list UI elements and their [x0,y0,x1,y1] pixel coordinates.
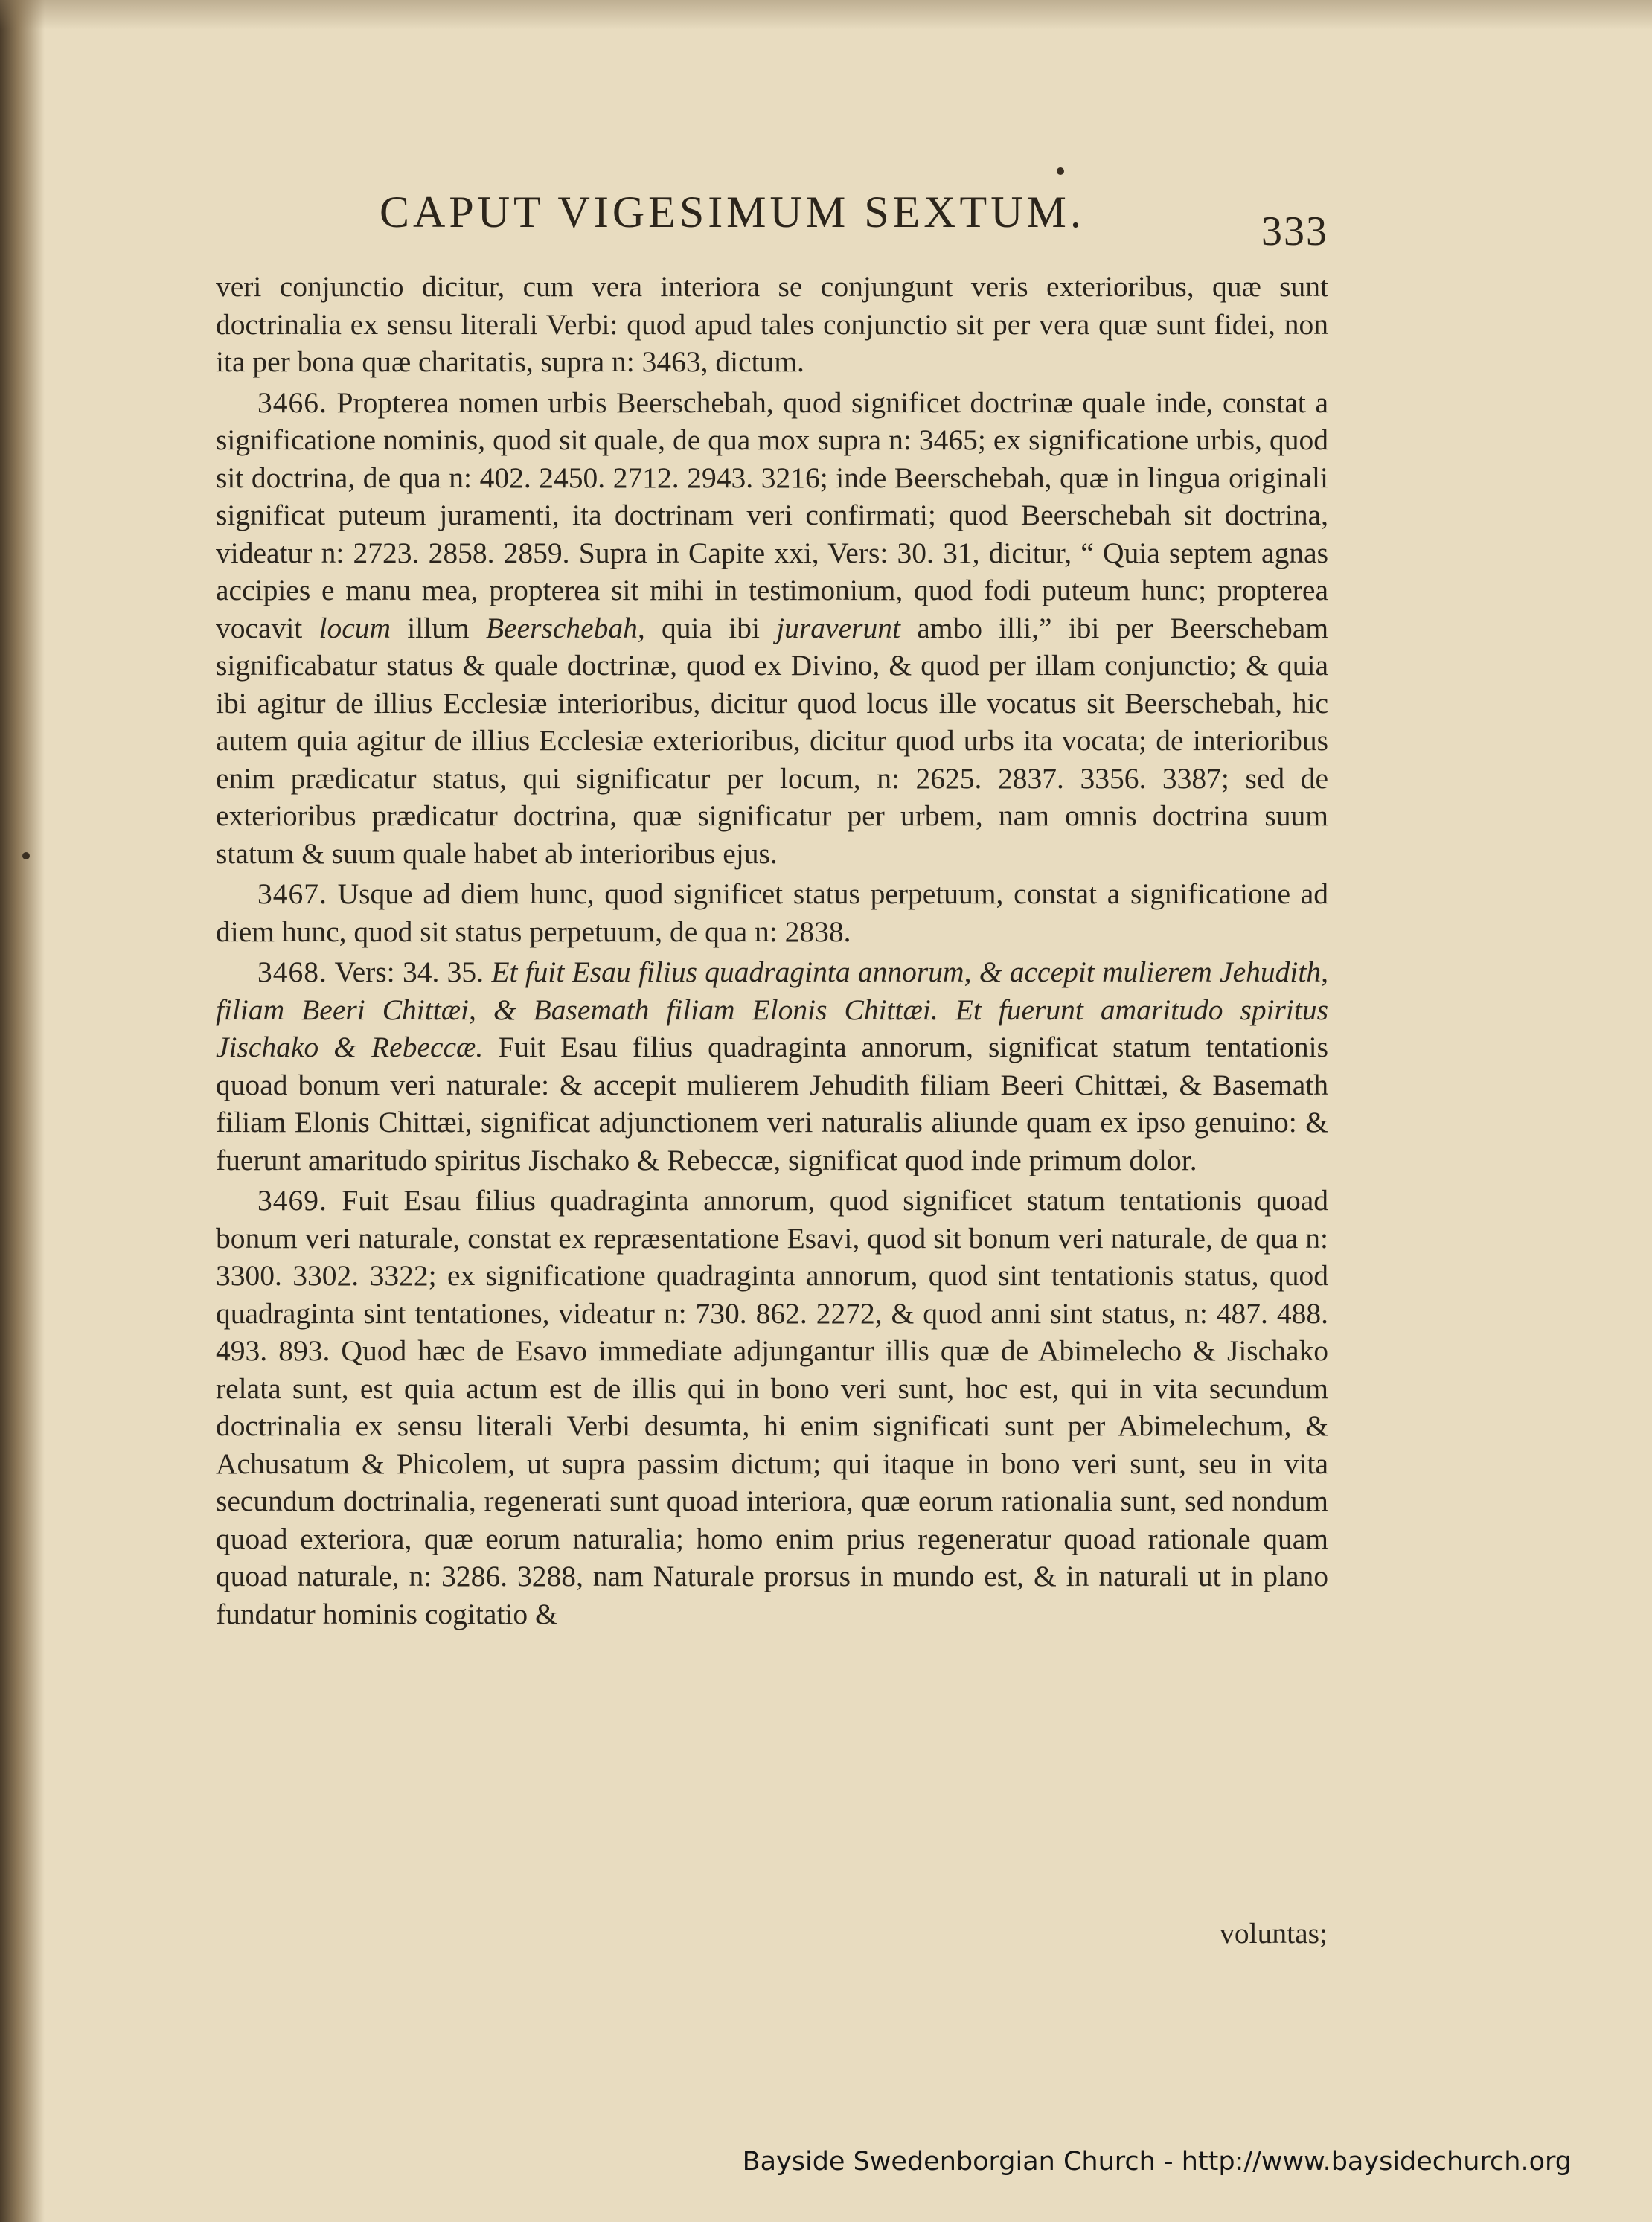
verse-reference: Vers: 34. 35. [334,955,484,988]
watermark-credit: Bayside Swedenborgian Church - http://www.baysidechurch.org [742,2147,1572,2177]
main-text [216,268,1328,1636]
ink-dot [1057,167,1064,175]
italic-text: locum [318,611,391,644]
paragraph-text: Fuit Esau filius quadraginta annorum, quod significet statum tentationis quoad bonum veri naturale, constat ex repræsentatione Esavi, quod sit bonum veri naturale, de qua n: 3300. 3302. 3322; ex significatione quadraginta annorum, quod sint tentationis status, quod quadraginta sint tentationes, videatur n: 730. 862. 2272, & quod anni sint status, n: 487. 488. 493. 893. Quod hæc de Esavo immediate adjungantur illis quæ de Abimelecho & Jischako relata sunt, est quia actum est de illis qui in bono veri sunt, hoc est, qui in vita secundum doctrinalia ex sensu literali Verbi desumta, hi enim significati sunt per Abimelechum, & Achusatum & Phicolem, ut supra passim dictum; qui itaque in bono veri sunt, seu in vita secundum doctrinalia, regenerati sunt quoad interiora, quæ eorum rationalia sunt, sed nondum quoad exteriora, quæ eorum naturalia; homo enim prius regeneratur quoad rationale quam quoad naturale, n: 3286. 3288, nam Naturale prorsus in mundo est, & in naturali ut in plano fundatur hominis cogitatio & [216,1184,1328,1630]
italic-text: Et fuit Esau filius quadraginta annorum, & accepit mulierem Jehudith, filiam Beeri Chittæi, & Basemath filiam Elonis Chittæi. Et fuerunt amaritudo spiritus Jischako & Rebeccæ. [216,955,1329,1063]
section-number: 3466. [257,385,327,419]
paragraph-text: illum [407,611,470,644]
italic-text: Beerschebah, [485,611,645,644]
paragraph-3468 [216,953,1328,1179]
page-header [216,182,1328,264]
paragraph-3469 [216,1182,1328,1633]
section-number: 3469. [257,1184,327,1217]
section-number: 3467. [257,877,327,910]
paragraph-text: Usque ad diem hunc, quod significet status perpetuum, constat a significatione ad diem hunc, quod sit status perpetuum, de qua n: 2838. [216,877,1329,948]
paragraph-text: ambo illi,” ibi per Beerschebam significabatur status & quale doctrinæ, quod ex Divino, & quod per illam conjunctio; & quia ibi agitur de illius Ecclesiæ interioribus, dicitur quod locus ille vocatus sit Beerschebah, hic autem quia agitur de illius Ecclesiæ exterioribus, dicitur quod urbs ita vocata; de interioribus enim prædicatur status, qui significatur per locum, n: 2625. 2837. 3356. 3387; sed de exterioribus prædicatur doctrina, quæ significatur per urbem, nam omnis doctrina suum statum & suum quale habet ab interioribus ejus. [216,611,1329,870]
page-binding-shadow [0,0,45,2222]
catchword: voluntas; [1220,1917,1328,1950]
page-number: 333 [1261,208,1328,254]
paragraph-text: quia ibi [662,611,760,644]
page-top-shadow [0,0,1652,30]
section-number: 3468. [257,955,327,988]
running-title: CAPUT VIGESIMUM SEXTUM. [380,188,1085,237]
paragraph-text: Fuit Esau filius quadraginta annorum, significat statum tentationis quoad bonum veri naturale: & accepit mulierem Jehudith filiam Beeri Chittæi, & Basemath filiam Elonis Chittæi, significat adjunctionem veri naturalis aliunde quam ex ipso genuino: & fuerunt amaritudo spiritus Jischako & Rebeccæ, significat quod inde primum dolor. [216,1031,1328,1176]
paragraph-3466 [216,384,1328,873]
continuation-paragraph [216,268,1328,381]
paragraph-text: Propterea nomen urbis Beerschebah, quod significet doctrinæ quale inde, constat a significatione nominis, quod sit quale, de qua mox supra n: 3465; ex significatione urbis, quod sit doctrina, de qua n: 402. 2450. 2712. 2943. 3216; inde Beerschebah, quæ in lingua originali significat puteum juramenti, ita doctrinam veri confirmati; quod Beerschebah sit doctrina, videatur n: 2723. 2858. 2859. Supra in Capite xxi, Vers: 30. 31, dicitur, “ Quia septem agnas accipies e manu mea, propterea sit mihi in testimonium, quod fodi puteum hunc; propterea vocavit [216,385,1328,644]
continuation-text: veri conjunctio dicitur, cum vera interiora se conjungunt veris exterioribus, quæ sunt doctrinalia ex sensu literali Verbi: quod apud tales conjunctio sit per vera quæ sunt fidei, non ita per bona quæ charitatis, supra n: 3463, dictum. [216,270,1328,378]
italic-text: juraverunt [776,611,900,644]
ink-dot [22,852,30,859]
paragraph-3467 [216,875,1328,950]
